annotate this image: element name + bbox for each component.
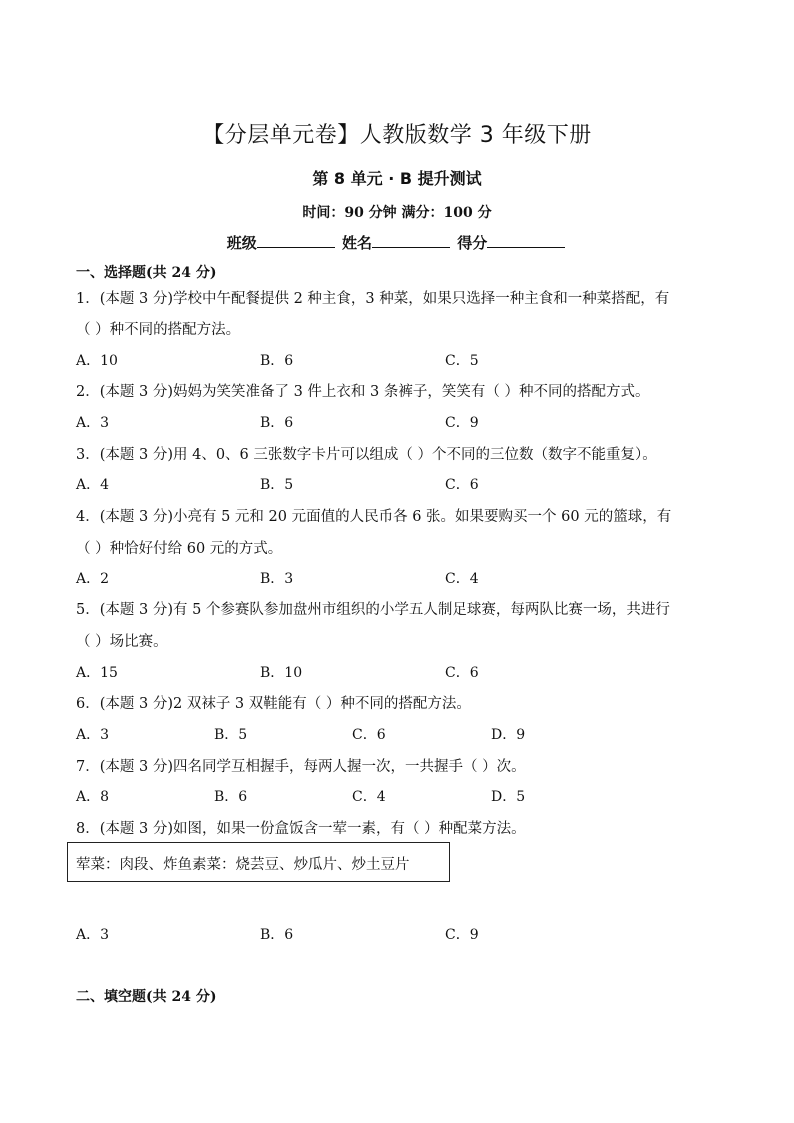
question-6-option-b: B．5 [214, 727, 248, 743]
question-3-text: 3．(本题 3 分)用 4、0、6 三张数字卡片可以组成（ ）个不同的三位数（数字不能重复）。 [76, 447, 657, 463]
question-8-text: 8．(本题 3 分)如图，如果一份盒饭含一荤一素，有（ ）种配菜方法。 [76, 821, 526, 837]
name-label: 姓名 [341, 234, 372, 252]
exam-meta: 时间：90 分钟 满分：100 分 [302, 205, 492, 221]
question-8-option-b: B．6 [260, 927, 294, 943]
page-subtitle: 第 8 单元 · B 提升测试 [312, 169, 482, 188]
question-3-option-c: C．6 [445, 477, 479, 493]
class-field[interactable] [257, 233, 335, 248]
question-5-option-b: B．10 [260, 665, 303, 681]
question-4-option-b: B．3 [260, 571, 294, 587]
question-7-option-a: A．8 [76, 789, 110, 805]
question-7-option-c: C．4 [352, 789, 386, 805]
question-2-option-a: A．3 [76, 415, 110, 431]
question-4-text: 4．(本题 3 分)小亮有 5 元和 20 元面值的人民币各 6 张。如果要购买一个 60 元的篮球，有 [76, 509, 672, 525]
question-2-option-c: C．9 [445, 415, 479, 431]
question-1-text: 1．(本题 3 分)学校中午配餐提供 2 种主食，3 种菜，如果只选择一种主食和一种菜搭配，有 [76, 291, 670, 307]
question-1-option-c: C．5 [445, 353, 479, 369]
score-label: 得分 [457, 234, 488, 252]
question-8-option-a: A．3 [76, 927, 110, 943]
question-7-option-d: D．5 [491, 789, 526, 805]
question-8-option-c: C．9 [445, 927, 479, 943]
question-6-option-a: A．3 [76, 727, 110, 743]
question-5-text: 5．(本题 3 分)有 5 个参赛队参加盘州市组织的小学五人制足球赛，每两队比赛一场，共进行 [76, 602, 670, 618]
question-5-text-cont: （ ）场比赛。 [76, 634, 168, 650]
question-1-text-cont: （ ）种不同的搭配方法。 [76, 322, 241, 338]
question-1-option-a: A．10 [76, 353, 118, 369]
question-5-option-a: A．15 [76, 665, 118, 681]
question-7-option-b: B．6 [214, 789, 248, 805]
section-title-choice: 一、选择题(共 24 分) [76, 265, 217, 281]
student-info-row [0, 232, 794, 253]
question-5-option-c: C．6 [445, 665, 479, 681]
question-4-text-cont: （ ）种恰好付给 60 元的方式。 [76, 541, 283, 557]
name-field[interactable] [372, 233, 450, 248]
question-6-option-c: C．6 [352, 727, 386, 743]
question-6-text: 6．(本题 3 分)2 双袜子 3 双鞋能有（ ）种不同的搭配方法。 [76, 696, 471, 712]
question-2-text: 2．(本题 3 分)妈妈为笑笑准备了 3 件上衣和 3 条裤子，笑笑有（ ）种不同的搭配方式。 [76, 384, 650, 400]
menu-box-text: 荤菜：肉段、炸鱼素菜：烧芸豆、炒瓜片、炒土豆片 [76, 857, 410, 873]
question-4-option-a: A．2 [76, 571, 110, 587]
question-6-option-d: D．9 [491, 727, 526, 743]
question-1-option-b: B．6 [260, 353, 294, 369]
page-title: 【分层单元卷】人教版数学 3 年级下册 [202, 123, 592, 148]
score-field[interactable] [487, 233, 565, 248]
menu-box [67, 842, 450, 882]
question-3-option-b: B．5 [260, 477, 294, 493]
section-title-fill: 二、填空题(共 24 分) [76, 989, 217, 1005]
question-4-option-c: C．4 [445, 571, 479, 587]
class-label: 班级 [226, 234, 257, 252]
question-7-text: 7．(本题 3 分)四名同学互相握手，每两人握一次，一共握手（ ）次。 [76, 759, 526, 775]
question-2-option-b: B．6 [260, 415, 294, 431]
question-3-option-a: A．4 [76, 477, 110, 493]
